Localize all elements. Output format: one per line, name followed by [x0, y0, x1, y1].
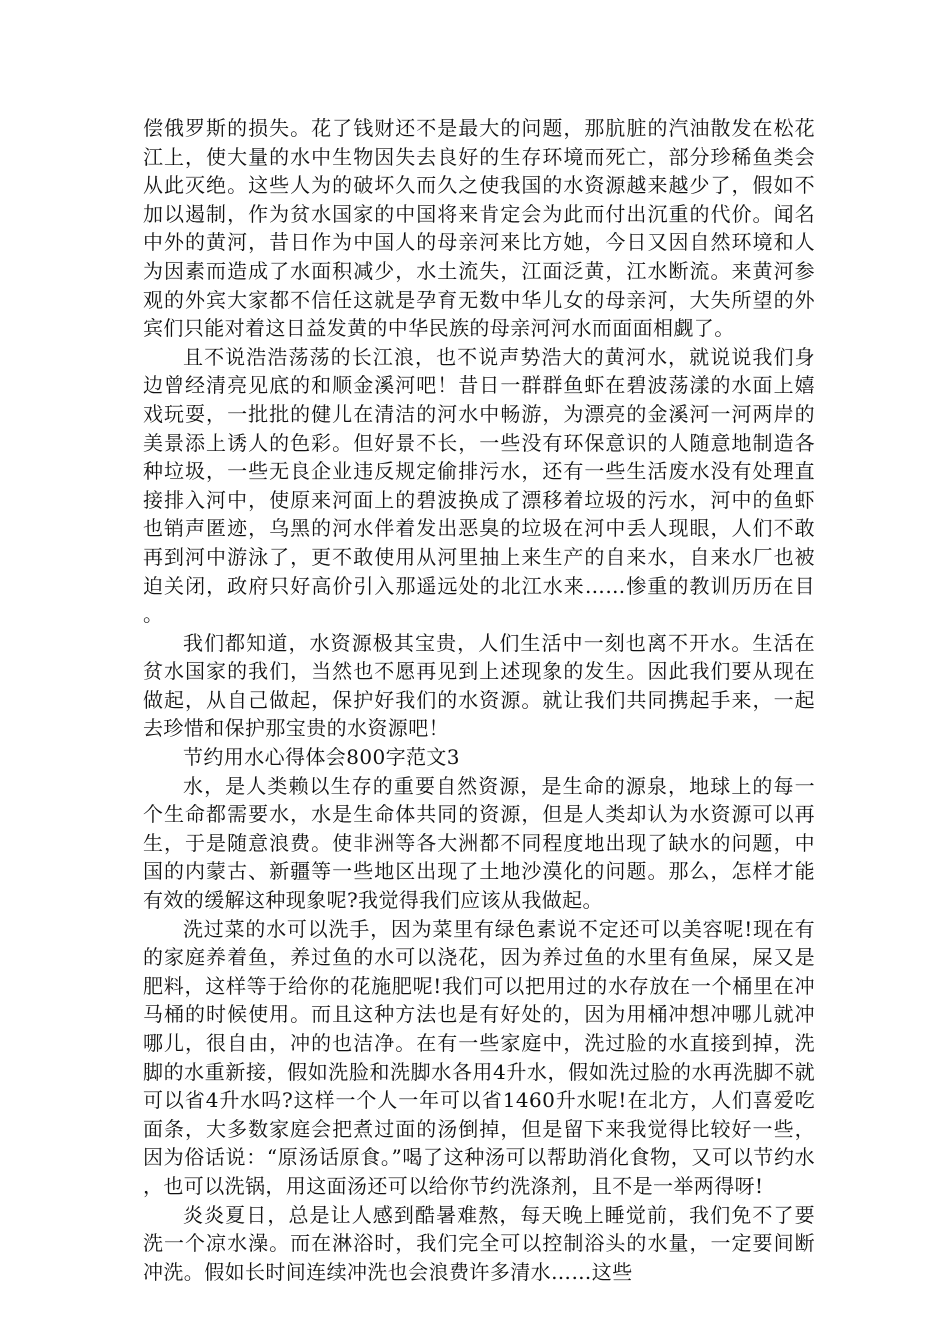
paragraph-6: 炎炎夏日，总是让人感到酷暑难熬，每天晚上睡觉前，我们免不了要洗一个凉水澡。而在淋浴时，我们完全可以控制浴头的水量，一定要间断冲洗。假如长时间连续冲洗也会浪费许多清水……这些: [143, 1202, 815, 1284]
paragraph-4: 水，是人类赖以生存的重要自然资源，是生命的源泉，地球上的每一个生命都需要水，水是生命体共同的资源，但是人类却认为水资源可以再生，于是随意浪费。使非洲等各大洲都不同程度地出现了缺水的问题，中国的内蒙古、新疆等一些地区出现了土地沙漠化的问题。那么，怎样才能有效的缓解这种现象呢?我觉得我们应该从我做起。: [143, 773, 815, 913]
document-body: [143, 114, 815, 1286]
paragraph-1: 偿俄罗斯的损失。花了钱财还不是最大的问题，那肮脏的汽油散发在松花江上，使大量的水中生物因失去良好的生存环境而死亡，部分珍稀鱼类会从此灭绝。这些人为的破坏久而久之使我国的水资源越来越少了，假如不加以遏制，作为贫水国家的中国将来肯定会为此而付出沉重的代价。闻名中外的黄河，昔日作为中国人的母亲河来比方她，今日又因自然环境和人为因素而造成了水面积减少，水土流失，江面泛黄，江水断流。来黄河参观的外宾大家都不信任这就是孕育无数中华儿女的母亲河，大失所望的外宾们只能对着这日益发黄的中华民族的母亲河河水而面面相觑了。: [143, 116, 815, 341]
paragraph-2: 且不说浩浩荡荡的长江浪，也不说声势浩大的黄河水，就说说我们身边曾经清亮见底的和顺金溪河吧！昔日一群群鱼虾在碧波荡漾的水面上嬉戏玩耍，一批批的健儿在清洁的河水中畅游，为漂亮的金溪河一河两岸的美景添上诱人的色彩。但好景不长，一些没有环保意识的人随意地制造各种垃圾，一些无良企业违反规定偷排污水，还有一些生活废水没有处理直接排入河中，使原来河面上的碧波换成了漂移着垃圾的污水，河中的鱼虾也销声匿迹，乌黑的河水伴着发出恶臭的垃圾在河中丢人现眼，人们不敢再到河中游泳了，更不敢使用从河里抽上来生产的自来水，自来水厂也被迫关闭，政府只好高价引入那遥远处的北江水来……惨重的教训历历在目。: [143, 344, 815, 627]
paragraph-5: 洗过菜的水可以洗手，因为菜里有绿色素说不定还可以美容呢!现在有的家庭养着鱼，养过鱼的水可以浇花，因为养过鱼的水里有鱼屎，屎又是肥料，这样等于给你的花施肥呢!我们可以把用过的水存放在一个桶里在冲马桶的时候使用。而且这种方法也是有好处的，因为用桶冲想冲哪儿就冲哪儿，很自由，冲的也洁净。在有一些家庭中，洗过脸的水直接到掉，洗脚的水重新接，假如洗脸和洗脚水各用4升水，假如洗过脸的水再洗脚不就可以省4升水吗?这样一个人一年可以省1460升水呢!在北方，人们喜爱吃面条，大多数家庭会把煮过面的汤倒掉，但是留下来我觉得比较好一些，因为俗话说：“原汤话原食。”喝了这种汤可以帮助消化食物，又可以节约水，也可以洗锅，用这面汤还可以给你节约洗涤剂，且不是一举两得呀!: [143, 916, 815, 1198]
paragraph-3: 我们都知道，水资源极其宝贵，人们生活中一刻也离不开水。生活在贫水国家的我们，当然也不愿再见到上述现象的发生。因此我们要从现在做起，从自己做起，保护好我们的水资源。就让我们共同携起手来，一起去珍惜和保护那宝贵的水资源吧！: [143, 630, 815, 741]
section-heading: 节约用水心得体会800字范文3: [183, 745, 460, 770]
